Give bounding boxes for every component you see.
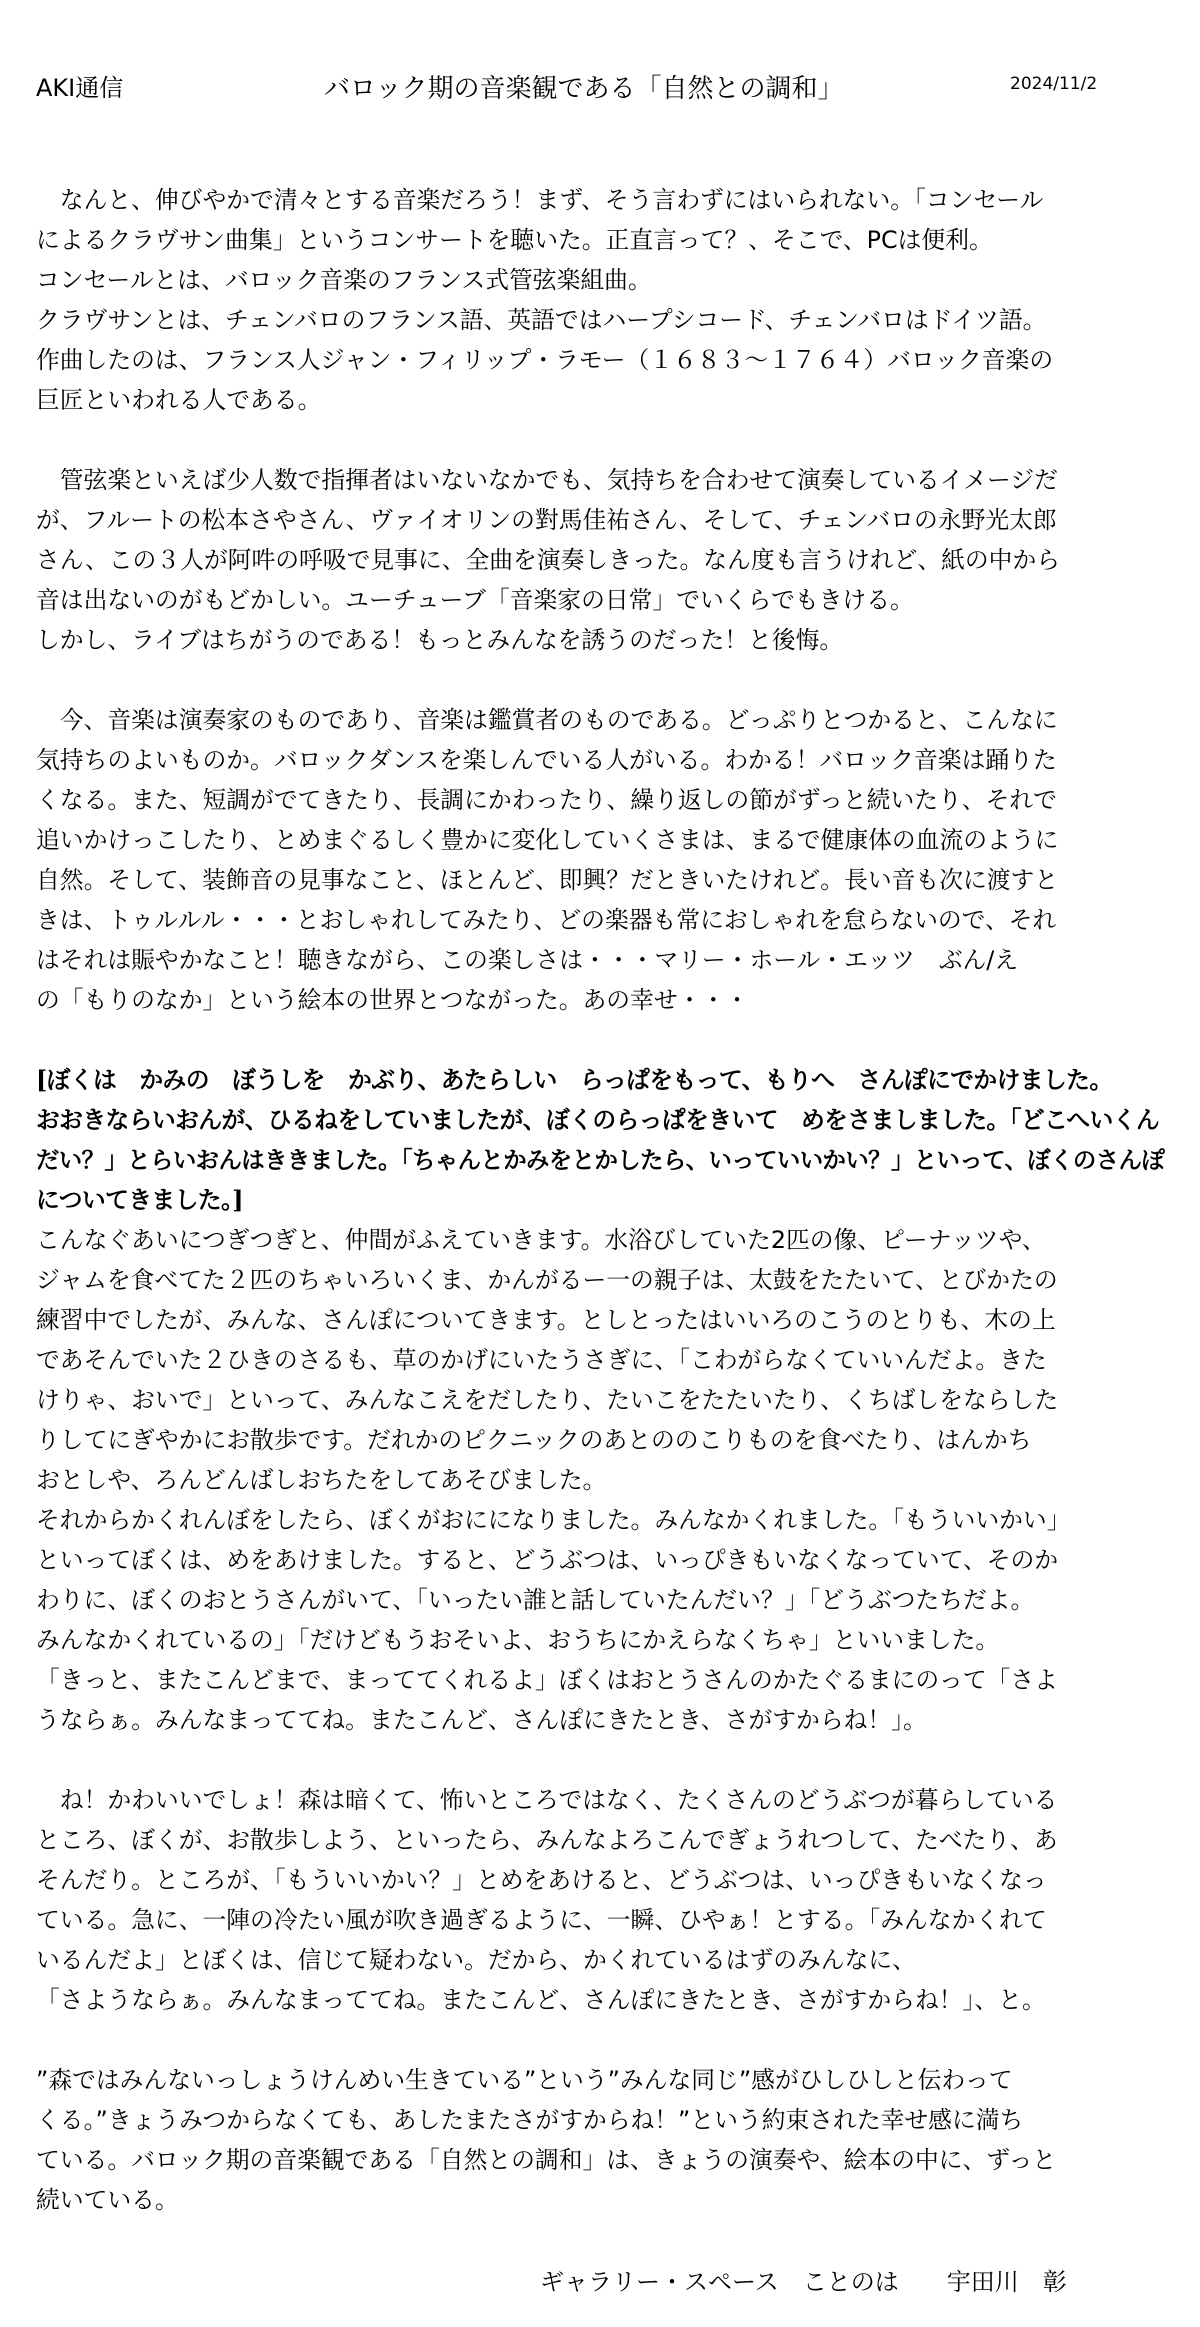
- text-line: によるクラヴサン曲集」というコンサートを聴いた。正直言って？、そこで、PCは便利。: [36, 226, 993, 254]
- article-body: [36, 180, 1176, 2220]
- text-line: ”森ではみんないっしょうけんめい生きている”という”みんな同じ”感がひしひしと伝わって: [36, 2066, 1013, 2094]
- text-line: そんだり。ところが、「もういいかい？」とめをあけると、どうぶつは、いっぴきもいなくなっ: [36, 1866, 1047, 1894]
- text-line: 練習中でしたが、みんな、さんぽについてきます。としとったはいいろのこうのとりも、木の上: [36, 1306, 1056, 1334]
- text-line: こんなぐあいにつぎつぎと、仲間がふえていきます。水浴びしていた2匹の像、ピーナッツや、: [36, 1226, 1046, 1254]
- text-line: くる。”きょうみつからなくても、あしたまたさがすからね！”という約束された幸せ感に満ち: [36, 2106, 1024, 2134]
- text-line: ている。バロック期の音楽観である「自然との調和」は、きょうの演奏や、絵本の中に、ずっと: [36, 2146, 1057, 2174]
- paragraph-gap: [36, 1740, 1176, 1780]
- text-line: 作曲したのは、フランス人ジャン・フィリップ・ラモー（１６８３～１７６４）バロック音楽の: [36, 346, 1054, 374]
- newsletter-name: AKI通信: [36, 74, 124, 102]
- text-line: ジャムを食べてた２匹のちゃいろいくま、かんがるー一の親子は、太鼓をたたいて、とびかたの: [36, 1266, 1058, 1294]
- paragraph: [36, 700, 1176, 1020]
- text-line: ね！かわいいでしょ！森は暗くて、怖いところではなく、たくさんのどうぶつが暮らしている: [36, 1786, 1058, 1814]
- text-line: おおきならいおんが、ひるねをしていましたが、ぼくのらっぱをきいて めをさましました。「どこへいくん: [36, 1106, 1160, 1134]
- paragraph-gap: [36, 2020, 1176, 2060]
- signature: ギャラリー・スペース ことのは 宇田川 彰: [540, 2268, 1067, 2296]
- text-line: おとしや、ろんどんばしおちたをしてあそびました。: [36, 1466, 607, 1494]
- paragraph-gap: [36, 1020, 1176, 1060]
- text-line: くなる。また、短調がでてきたり、長調にかわったり、繰り返しの節がずっと続いたり、それで: [36, 786, 1057, 814]
- page-title: バロック期の音楽観である「自然との調和」: [324, 74, 844, 104]
- text-line: うならぁ。みんなまっててね。またこんど、さんぽにきたとき、さがすからね！」。: [36, 1706, 927, 1734]
- text-line: であそんでいた２ひきのさるも、草のかげにいたうさぎに、「こわがらなくていいんだよ。きた: [36, 1346, 1047, 1374]
- text-line: 自然。そして、装飾音の見事なこと、ほとんど、即興？だときいたけれど。長い音も次に渡すと: [36, 866, 1059, 894]
- text-line: 音は出ないのがもどかしい。ユーチューブ「音楽家の日常」でいくらでもきける。: [36, 586, 914, 614]
- text-line: が、フルートの松本さやさん、ヴァイオリンの對馬佳祐さん、そして、チェンバロの永野光太郎: [36, 506, 1057, 534]
- text-line: ている。急に、一陣の冷たい風が吹き過ぎるように、一瞬、ひやぁ！とする。「みんなかくれて: [36, 1906, 1047, 1934]
- paragraph-gap: [36, 660, 1176, 700]
- header: [36, 68, 1164, 108]
- date: 2024/11/2: [1010, 74, 1098, 94]
- text-line: 続いている。: [36, 2186, 179, 2214]
- text-line: いるんだよ」とぼくは、信じて疑わない。だから、かくれているはずのみんなに、: [36, 1946, 916, 1974]
- text-line: クラヴサンとは、チェンバロのフランス語、英語ではハープシコード、チェンバロはドイツ語。: [36, 306, 1047, 334]
- text-line: だい？」とらいおんはききました。「ちゃんとかみをとかしたら、いっていいかい？」といって、ぼくのさんぽ: [36, 1146, 1165, 1174]
- text-line: はそれは賑やかなこと！聴きながら、この楽しさは・・・マリー・ホール・エッツ ぶん/え: [36, 946, 1019, 974]
- text-line: 今、音楽は演奏家のものであり、音楽は鑑賞者のものである。どっぷりとつかると、こんなに: [36, 706, 1058, 734]
- text-line: コンセールとは、バロック音楽のフランス式管弦楽組曲。: [36, 266, 652, 294]
- text-line: りしてにぎやかにお散歩です。だれかのピクニックのあとののこりものを食べたり、はんかち: [36, 1426, 1032, 1454]
- text-line: けりゃ、おいで」といって、みんなこえをだしたり、たいこをたたいたり、くちばしをならした: [36, 1386, 1059, 1414]
- paragraph: [36, 180, 1176, 420]
- paragraph-gap: [36, 420, 1176, 460]
- text-line: しかし、ライブはちがうのである！もっとみんなを誘うのだった！と後悔。: [36, 626, 844, 654]
- text-line: [ぼくは かみの ぼうしを かぶり、あたらしい らっぱをもって、もりへ さんぽにでかけました。: [36, 1066, 1113, 1094]
- text-line: 追いかけっこしたり、とめまぐるしく豊かに変化していくさまは、まるで健康体の血流のように: [36, 826, 1059, 854]
- text-line: の「もりのなか」という絵本の世界とつながった。あの幸せ・・・: [36, 986, 749, 1014]
- text-line: 管弦楽といえば少人数で指揮者はいないなかでも、気持ちを合わせて演奏しているイメージだ: [36, 466, 1058, 494]
- text-line: きは、トゥルルル・・・とおしゃれしてみたり、どの楽器も常におしゃれを怠らないので、それ: [36, 906, 1057, 934]
- text-line: さん、この３人が阿吽の呼吸で見事に、全曲を演奏しきった。なん度も言うけれど、紙の中から: [36, 546, 1061, 574]
- paragraph: [36, 460, 1176, 660]
- story-summary: [36, 1220, 1176, 1740]
- closing-paragraph: [36, 1780, 1176, 2020]
- text-line: 気持ちのよいものか。バロックダンスを楽しんでいる人がいる。わかる！バロック音楽は踊りた: [36, 746, 1057, 774]
- text-line: についてきました。]: [36, 1186, 243, 1214]
- text-line: それからかくれんぼをしたら、ぼくがおにになりました。みんなかくれました。「もういいかい」: [36, 1506, 1071, 1534]
- text-line: 「さようならぁ。みんなまっててね。またこんど、さんぽにきたとき、さがすからね！」、と。: [36, 1986, 1046, 2014]
- text-line: 巨匠といわれる人である。: [36, 386, 322, 414]
- text-line: なんと、伸びやかで清々とする音楽だろう！まず、そう言わずにはいられない。「コンセール: [36, 186, 1044, 214]
- closing-paragraph: [36, 2060, 1176, 2220]
- text-line: ところ、ぼくが、お散歩しよう、といったら、みんなよろこんでぎょうれつして、たべたり、あ: [36, 1826, 1058, 1854]
- text-line: わりに、ぼくのおとうさんがいて、「いったい誰と話していたんだい？」「どうぶつたちだよ。: [36, 1586, 1035, 1614]
- text-line: 「きっと、またこんどまで、まっててくれるよ」ぼくはおとうさんのかたぐるまにのって「さよ: [36, 1666, 1058, 1694]
- book-quote: [36, 1060, 1176, 1220]
- text-line: みんなかくれているの」「だけどもうおそいよ、おうちにかえらなくちゃ」といいました。: [36, 1626, 1000, 1654]
- text-line: といってぼくは、めをあけました。すると、どうぶつは、いっぴきもいなくなっていて、そのか: [36, 1546, 1059, 1574]
